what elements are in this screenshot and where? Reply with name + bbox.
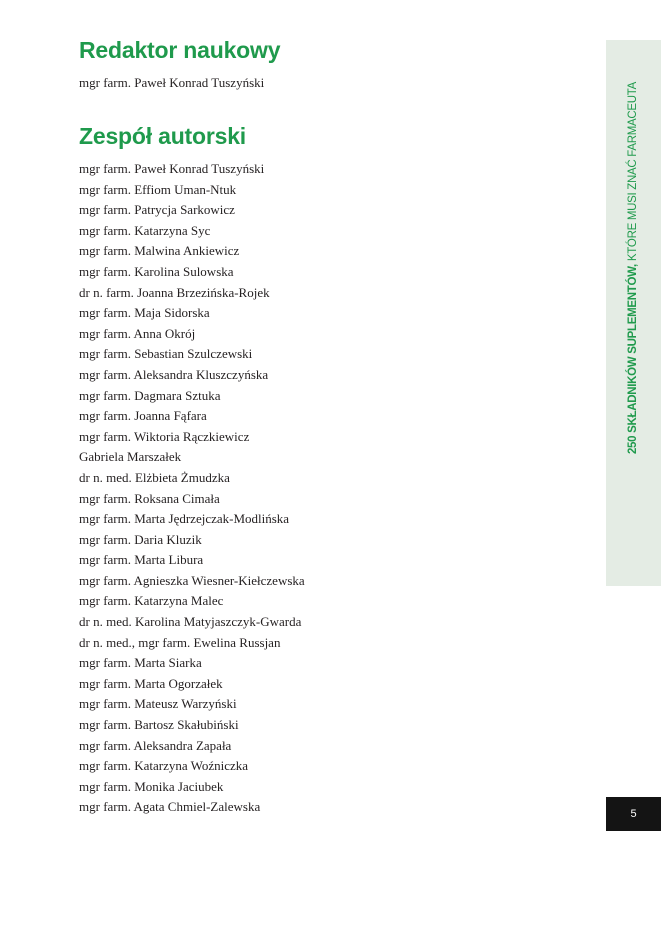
author-item: mgr farm. Katarzyna Malec: [79, 593, 224, 609]
editor-name: mgr farm. Paweł Konrad Tuszyński: [79, 75, 265, 90]
author-item: mgr farm. Anna Okrój: [79, 325, 196, 341]
authors-heading: Zespół autorski: [79, 123, 246, 149]
author-item: dr n. med., mgr farm. Ewelina Russjan: [79, 634, 281, 650]
author-item: mgr farm. Paweł Konrad Tuszyński: [79, 161, 265, 176]
author-item: mgr farm. Effiom Uman-Ntuk: [79, 181, 237, 197]
author-item: mgr farm. Bartosz Skałubiński: [79, 717, 239, 733]
side-tab-title: [626, 82, 640, 454]
author-item: mgr farm. Daria Kluzik: [79, 531, 202, 547]
side-tab-title-bold: 250 SKŁADNIKÓW SUPLEMENTÓW,: [627, 264, 639, 455]
author-item: mgr farm. Wiktoria Rączkiewicz: [79, 428, 250, 444]
author-item: mgr farm. Katarzyna Syc: [79, 222, 211, 238]
author-item: mgr farm. Aleksandra Kluszczyńska: [79, 366, 269, 382]
author-item: mgr farm. Marta Libura: [79, 552, 204, 568]
author-item: dr n. med. Elżbieta Żmudzka: [79, 469, 230, 485]
author-item: mgr farm. Dagmara Sztuka: [79, 387, 221, 403]
author-item: mgr farm. Maja Sidorska: [79, 305, 210, 321]
author-item: mgr farm. Malwina Ankiewicz: [79, 243, 240, 259]
author-item: mgr farm. Katarzyna Woźniczka: [79, 758, 249, 774]
author-item: mgr farm. Patrycja Sarkowicz: [79, 202, 235, 218]
author-list: [79, 159, 305, 818]
author-item: dr n. farm. Joanna Brzezińska-Rojek: [79, 284, 270, 300]
author-item: mgr farm. Marta Ogorzałek: [79, 675, 223, 691]
editor-heading: Redaktor naukowy: [79, 37, 281, 63]
author-item: mgr farm. Roksana Cimała: [79, 490, 220, 506]
author-item: mgr farm. Mateusz Warzyński: [79, 696, 237, 712]
author-item: mgr farm. Sebastian Szulczewski: [79, 346, 253, 362]
author-item: dr n. med. Karolina Matyjaszczyk-Gwarda: [79, 614, 302, 630]
author-item: mgr farm. Marta Jędrzejczak-Modlińska: [79, 511, 290, 527]
author-item: mgr farm. Aleksandra Zapała: [79, 737, 232, 753]
side-tab-title-regular: KTÓRE MUSI ZNAĆ FARMACEUTA: [627, 81, 639, 265]
author-item: mgr farm. Joanna Fąfara: [79, 408, 207, 424]
page-number-box: [606, 797, 661, 831]
author-item: mgr farm. Agata Chmiel-Zalewska: [79, 799, 261, 815]
author-item: mgr farm. Monika Jaciubek: [79, 778, 224, 794]
page-number: 5: [630, 808, 637, 820]
author-item: mgr farm. Marta Siarka: [79, 655, 202, 671]
author-item: mgr farm. Agnieszka Wiesner-Kiełczewska: [79, 572, 305, 588]
author-item: mgr farm. Karolina Sulowska: [79, 263, 234, 279]
author-item: Gabriela Marszałek: [79, 449, 182, 465]
